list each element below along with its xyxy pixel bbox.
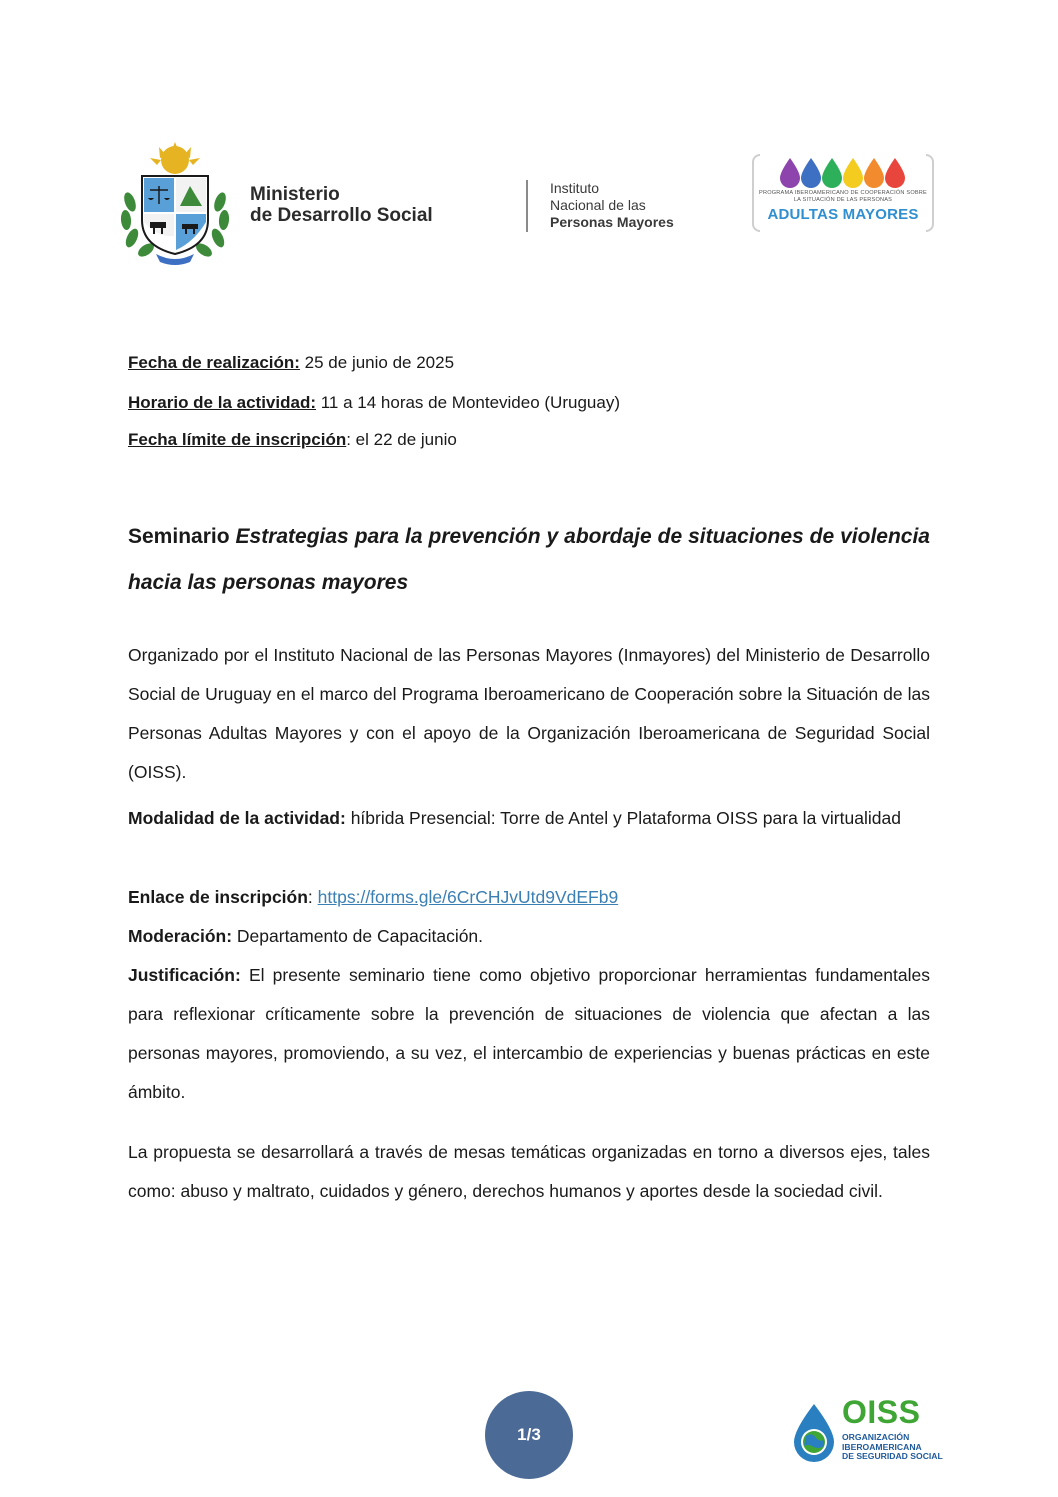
fecha-label: Fecha de realización: — [128, 353, 300, 372]
color-drop — [780, 158, 800, 188]
registration-link[interactable]: https://forms.gle/6CrCHJvUtd9VdEFb9 — [317, 887, 619, 907]
enlace-separator: : — [307, 887, 318, 907]
limite-label: Fecha límite de inscripción — [128, 430, 347, 449]
justificacion-value: El presente seminario tiene como objetivo proporcionar herramientas fundamentales para reflexionar críticamente sobre la prevención de situaciones de violencia que afectan a las personas mayores, promoviendo, a su vez, el intercambio de experiencias y buenas prácticas en este ámbito. — [128, 965, 930, 1102]
ministry-name: Ministerio de Desarrollo Social — [250, 184, 433, 226]
color-drops-icon — [780, 156, 908, 190]
program-text: PROGRAMA IBEROAMERICANO DE COOPERACIÓN SOBRE LA SITUACIÓN DE LAS PERSONAS — [759, 190, 927, 203]
institute-name: Instituto Nacional de las Personas Mayores — [550, 180, 674, 230]
propuesta-paragraph: La propuesta se desarrollará a través de mesas temáticas organizadas en torno a diversos ejes, tales como: abuso y maltrato, cuidados y género, derechos humanos y aportes desde la sociedad civil. — [128, 1142, 930, 1201]
fecha-value: 25 de junio de 2025 — [299, 353, 455, 372]
seminar-lead: Seminario — [128, 525, 230, 548]
horario-value: 11 a 14 horas de Montevideo (Uruguay) — [316, 393, 620, 412]
uruguay-coat-of-arms-icon — [116, 142, 234, 266]
seminar-title — [128, 514, 930, 606]
fecha-limite — [128, 430, 457, 450]
program-title: ADULTAS MAYORES — [767, 206, 919, 223]
oiss-drop-globe-icon — [790, 1402, 838, 1464]
modalidad — [128, 799, 930, 838]
color-drop — [843, 158, 863, 188]
seminar-name: Estrategias para la prevención y abordaje de situaciones de violencia hacia las personas mayores — [128, 525, 930, 594]
color-drop — [885, 158, 905, 188]
oiss-logo — [790, 1394, 943, 1466]
oiss-acronym: OISS — [842, 1394, 921, 1430]
enlace-label: Enlace de inscripción — [128, 887, 308, 907]
oiss-full-name: ORGANIZACIÓN IBEROAMERICANA DE SEGURIDAD SOCIAL — [842, 1432, 943, 1461]
fecha-realizacion — [128, 353, 454, 373]
page-number-badge: 1/3 — [485, 1391, 573, 1479]
limite-value: : el 22 de junio — [346, 430, 457, 449]
adultas-mayores-logo — [752, 152, 934, 232]
enlace-inscripcion — [128, 878, 930, 917]
color-drop — [801, 158, 821, 188]
modalidad-label: Modalidad de la actividad: — [128, 808, 346, 828]
moderacion-label: Moderación: — [128, 926, 233, 946]
justificacion — [128, 956, 930, 1112]
horario-actividad — [128, 393, 620, 413]
intro-paragraph: Organizado por el Instituto Nacional de las Personas Mayores (Inmayores) del Ministerio de Desarrollo Social de Uruguay en el marco del Programa Iberoamericano de Cooperación sobre la Situación de las Personas Adultas Mayores y con el apoyo de la Organización Iberoamericana de Seguridad Social (OISS). — [128, 645, 930, 782]
justificacion-label: Justificación: — [128, 965, 241, 985]
moderacion-value: Departamento de Capacitación. — [232, 926, 484, 946]
modalidad-value: híbrida Presencial: Torre de Antel y Plataforma OISS para la virtualidad — [345, 808, 901, 828]
moderacion — [128, 917, 930, 956]
logo-divider — [526, 180, 528, 232]
color-drop — [864, 158, 884, 188]
horario-label: Horario de la actividad: — [128, 393, 316, 412]
color-drop — [822, 158, 842, 188]
